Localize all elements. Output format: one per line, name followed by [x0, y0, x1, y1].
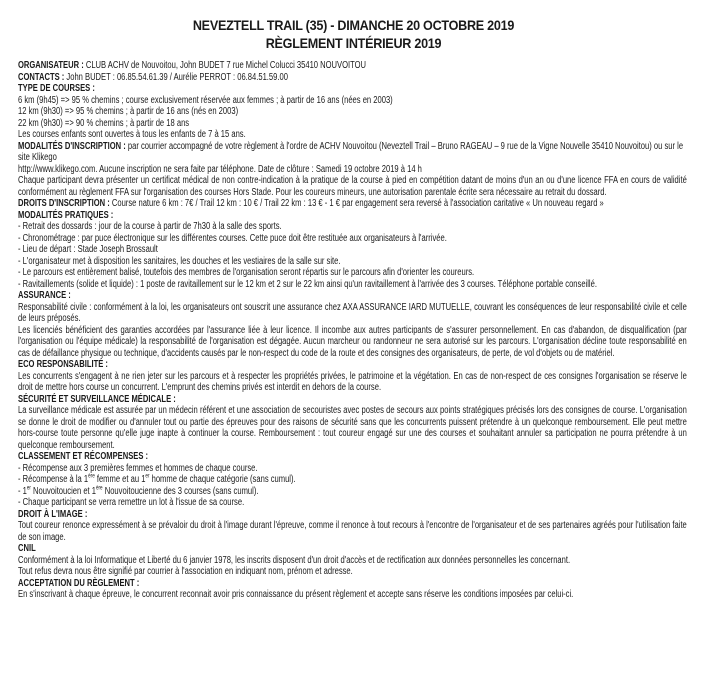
types-item: 6 km (9h45) => 95 % chemins ; course exclusivement réservée aux femmes ; à partir de 16 ans (nées en 2003): [18, 94, 393, 106]
inscription-line: [18, 141, 687, 164]
inscription-text: par courrier accompagné de votre règlement à l'ordre de ACHV Nouvoitou (Neveztell Trail – Bruno RAGEAU – 9 rue de la Vigne Nouvelle 35410 Nouvoitou) ou sur le site Klikego: [18, 140, 684, 163]
droits-label: DROITS D'INSCRIPTION :: [18, 198, 110, 209]
ordinal-suffix: ère: [96, 485, 103, 492]
eco-paragraph: Les concurrents s'engagent à ne rien jeter sur les parcours et à respecter les propriétés privées, le patrimoine et la végétation. En cas de non-respect de ces consignes l'organisation se réserve le droit de mettre hors course un concurrent. L'emprunt des chemins privés est interdit en dehors de la course.: [18, 370, 687, 393]
organisateur-text: CLUB ACHV de Nouvoitou, John BUDET 7 rue Michel Colucci 35410 NOUVOITOU: [83, 60, 367, 71]
pratiques-item: - Lieu de départ : Stade Joseph Brossault: [18, 244, 158, 255]
types-item: 22 km (9h30) => 90 % chemins ; à partir de 18 ans: [18, 117, 190, 129]
eco-heading: ECO RESPONSABILITÉ :: [18, 359, 108, 370]
classement-text: - 1: [18, 485, 27, 497]
organisateur-line: [18, 60, 687, 72]
contacts-line: [18, 72, 687, 84]
ordinal-suffix: er: [145, 473, 150, 480]
classement-item: - Récompense aux 3 premières femmes et hommes de chaque course.: [18, 462, 258, 474]
organisateur-label: ORGANISATEUR :: [18, 60, 84, 71]
types-item: Les courses enfants sont ouvertes à tous les enfants de 7 à 15 ans.: [18, 129, 246, 140]
classement-text: - Récompense à la 1: [18, 474, 89, 485]
acceptation-heading: ACCEPTATION DU RÈGLEMENT :: [18, 577, 140, 589]
image-heading: DROIT À L'IMAGE :: [18, 508, 88, 520]
cnil-heading: CNIL: [18, 543, 36, 554]
classement-item: [18, 474, 687, 486]
title-line-2: RÈGLEMENT INTÉRIEUR 2019: [265, 35, 442, 51]
acceptation-paragraph: En s'inscrivant à chaque épreuve, le concurrent reconnait avoir pris connaissance du présent règlement et accepte sans réserve les conditions imposées par celui-ci.: [18, 589, 574, 600]
pratiques-item: - Chronométrage : par puce électronique sur les différentes courses. Cette puce doit être restituée aux organisateurs à l'arrivée.: [18, 232, 447, 244]
assurance-paragraph: Les licenciés bénéficient des garanties accordées par l'assurance liée à leur licence. Il incombe aux autres participants de s'assurer personnellement. En cas d'abandon, de disqualification (par l'organisation ou l'équipe médicale) la responsabilité de l'organisation est dégagée. Aucun marcheur ou randonneur ne sera autorisé sur les parcours. L'organisation décline toute responsabilité en cas de défaillance physique ou technique, d'accidents causés par le non-respect du code de la route et des consignes des organisateurs, de perte, de vol d'objets ou de matériel.: [18, 324, 687, 359]
assurance-heading: ASSURANCE :: [18, 290, 71, 301]
ordinal-suffix: ère: [88, 473, 95, 480]
assurance-paragraph: Responsabilité civile : conformément à la loi, les organisateurs ont souscrit une assurance chez AXA ASSURANCE IARD MUTUELLE, couvrant les conséquences de leur responsabilité civile et celle de leurs préposés.: [18, 301, 687, 324]
classement-heading: CLASSEMENT ET RÉCOMPENSES :: [18, 451, 149, 462]
securite-paragraph: La surveillance médicale est assurée par un médecin référent et une association de secouristes avec postes de secours aux points stratégiques précisés lors des consignes de course. L'organisation se donne le droit de modifier ou d'annuler tout ou partie des épreuves pour des raisons de sécurité sans que les concurrents puissent prétendre à un quelconque remboursement. Elle peut mettre hors-course toute personne qu'elle juge inapte à continuer la course. Remboursement : tout coureur engagé sur une des courses et souhaitant annuler sa participation ne pourra prétendre à un quelconque remboursement.: [18, 405, 687, 451]
classement-item: [18, 486, 687, 498]
types-item: 12 km (9h30) => 95 % chemins ; à partir de 16 ans (nés en 2003): [18, 106, 239, 117]
contacts-label: CONTACTS :: [18, 71, 65, 83]
document-title: [52, 16, 656, 52]
image-paragraph: Tout coureur renonce expressément à se prévaloir du droit à l'image durant l'épreuve, comme il renonce à tout recours à l'encontre de l'organisateur et de ses partenaires agréés pour l'utilisation faite de son image.: [18, 520, 687, 543]
pratiques-item: - Retrait des dossards : jour de la course à partir de 7h30 à la salle des sports.: [18, 221, 282, 232]
classement-text: Nouvoitoucien et 1: [30, 485, 97, 497]
pratiques-item: - L'organisateur met à disposition les sanitaires, les douches et les vestiaires de la salle sur site.: [18, 255, 341, 267]
title-line-1: NEVEZTELL TRAIL (35) - DIMANCHE 20 OCTOBRE 2019: [192, 17, 515, 33]
securite-heading: SÉCURITÉ ET SURVEILLANCE MÉDICALE :: [18, 393, 176, 405]
inscription-label: MODALITÉS D'INSCRIPTION :: [18, 140, 126, 152]
pratiques-item: - Ravitaillements (solide et liquide) : 1 poste de ravitaillement sur le 12 km et 2 sur le 22 km ainsi qu'un ravitaillement à l'arrivée des 3 courses. Téléphone portable conseillé.: [18, 278, 597, 290]
cnil-paragraph: Tout refus devra nous être signifié par courrier à l'association en indiquant nom, prénom et adresse.: [18, 566, 353, 577]
ordinal-suffix: er: [26, 485, 31, 492]
document-body: [18, 60, 687, 601]
types-heading: TYPE DE COURSES :: [18, 83, 95, 94]
classement-text: homme de chaque catégorie (sans cumul).: [149, 474, 296, 485]
classement-item: - Chaque participant se verra remettre un lot à l'issue de sa course.: [18, 497, 245, 508]
pratiques-heading: MODALITÉS PRATIQUES :: [18, 209, 114, 221]
contacts-text: John BUDET : 06.85.54.61.39 / Aurélie PERROT : 06.84.51.59.00: [64, 71, 288, 83]
inscription-line-3: Chaque participant devra présenter un certificat médical de non contre-indication à la pratique de la course à pied en compétition datant de moins d'un an ou d'une licence FFA en cours de validité conformément au règlement FFA sur l'organisation des courses Hors Stade. Pour les coureurs mineurs, une autorisation parentale écrite sera nécessaire au retrait du dossard.: [18, 175, 687, 198]
classement-text: Nouvoitoucienne des 3 courses (sans cumul).: [102, 485, 259, 497]
classement-text: femme et au 1: [94, 474, 146, 485]
inscription-line-2: http://www.klikego.com. Aucune inscription ne sera faite par téléphone. Date de clôture : Samedi 19 octobre 2019 à 14 h: [18, 163, 422, 175]
cnil-paragraph: Conformément à la loi Informatique et Liberté du 6 janvier 1978, les inscrits disposent d'un droit d'accès et de rectification aux données personnelles les concernant.: [18, 554, 571, 566]
droits-line: [18, 198, 687, 210]
pratiques-item: - Le parcours est entièrement balisé, toutefois des membres de l'organisation seront répartis sur le parcours afin d'orienter les coureurs.: [18, 267, 475, 278]
droits-text: Course nature 6 km : 7€ / Trail 12 km : 10 € / Trail 22 km : 13 € - 1 € par engagement sera reversé à l'association caritative « Un nouveau regard »: [109, 198, 604, 209]
